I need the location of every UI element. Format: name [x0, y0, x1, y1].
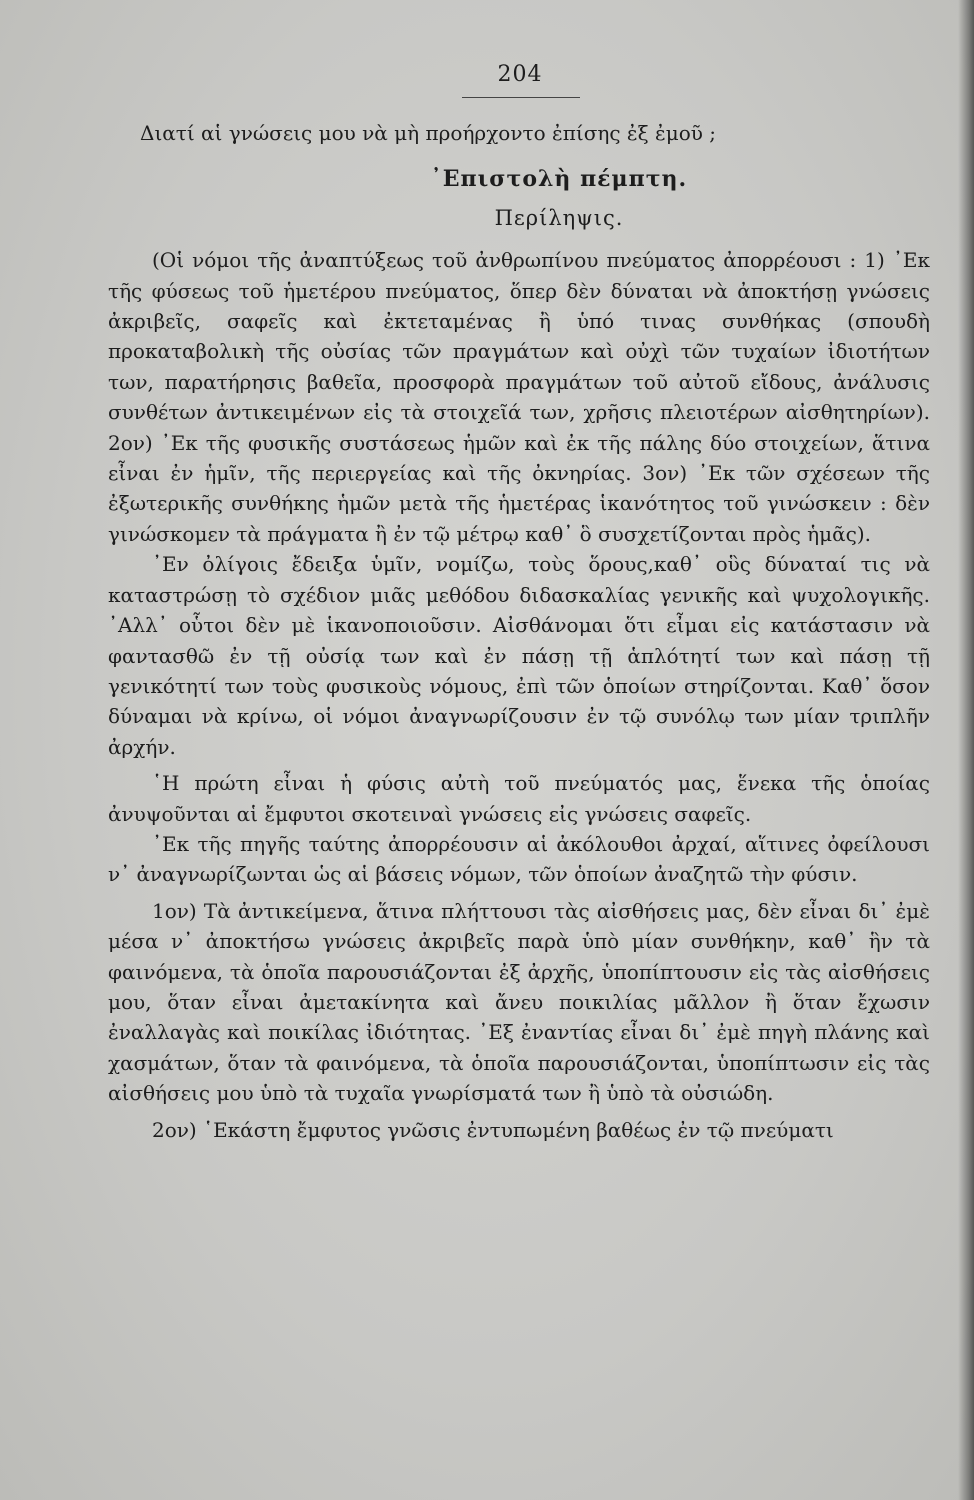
section-subheading: Περίληψις. — [494, 205, 624, 230]
page-body — [108, 118, 930, 1145]
paragraph-2: ᾿Εν ὀλίγοις ἔδειξα ὑμῖν, νομίζω, τοὺς ὅρους,καθ᾿ οὓς δύναταί τις νὰ καταστρώσῃ τὸ σχέδιον μιᾶς μεθόδου διδασκαλίας γενικῆς καὶ ψυχολογικῆς. ᾿Αλλ᾿ οὗτοι δὲν μὲ ἱκανοποιοῦσιν. Αἰσθάνομαι ὅτι εἶμαι εἰς κατάστασιν νὰ φαντασθῶ ἐν τῇ οὐσίᾳ των καὶ ἐν πάσῃ τῇ ἁπλότητί των καὶ πάσῃ τῇ γενικότητί των τοὺς φυσικοὺς νόμους, ἐπὶ τῶν ὁποίων στηρίζονται. Καθ᾿ ὅσον δύναμαι νὰ κρίνω, οἱ νόμοι ἀναγνωρίζουσιν ἐν τῷ συνόλῳ των μίαν τριπλῆν ἀρχήν. — [108, 552, 930, 759]
section-heading: ᾿Επιστολὴ πέμπτη. — [430, 166, 688, 193]
summary-paragraph: (Οἱ νόμοι τῆς ἀναπτύξεως τοῦ ἀνθρωπίνου πνεύματος ἀπορρέουσι : 1) ᾿Εκ τῆς φύσεως τοῦ ἡμετέρου πνεύματος, ὅπερ δὲν δύναται νὰ ἀποκτήσῃ γνώσεις ἀκριβεῖς, σαφεῖς καὶ ἐκτεταμένας ἢ ὑπό τινας συνθήκας (σπουδὴ προκαταβολικὴ τῆς οὐσίας τῶν πραγμάτων καὶ οὐχὶ τῶν τυχαίων ἰδιοτήτων των, παρατήρησις βαθεῖα, προσφορὰ πραγμάτων τοῦ αὐτοῦ εἴδους, ἀνάλυσις συνθέτων ἀντικειμένων εἰς τὰ στοιχεῖά των, χρῆσις πλειοτέρων αἰσθητηρίων). 2ον) ᾿Εκ τῆς φυσικῆς συστάσεως ἡμῶν καὶ ἐκ τῆς πάλης δύο στοιχείων, ἅτινα εἶναι ἐν ἡμῖν, τῆς περιεργείας καὶ τῆς ὀκνηρίας. 3ον) ᾿Εκ τῶν σχέσεων τῆς ἐξωτερικῆς συνθήκης ἡμῶν μετὰ τῆς ἡμετέρας ἱκανότητος τοῦ γινώσκειν : δὲν γινώσκομεν τὰ πράγματα ἢ ἐν τῷ μέτρῳ καθ᾿ ὃ συσχετίζονται πρὸς ἡμᾶς). — [108, 248, 930, 546]
paragraph-4: ᾿Εκ τῆς πηγῆς ταύτης ἀπορρέουσιν αἱ ἀκόλουθοι ἀρχαί, αἵτινες ὀφείλουσι ν᾿ ἀναγνωρίζωνται ὡς αἱ βάσεις νόμων, τῶν ὁποίων ἀναζητῶ τὴν φύσιν. — [108, 831, 930, 887]
page-edge-shadow — [958, 0, 974, 1500]
paragraph-5: 1ον) Τὰ ἀντικείμενα, ἅτινα πλήττουσι τὰς αἰσθήσεις μας, δὲν εἶναι δι᾿ ἐμὲ μέσα ν᾿ ἀποκτήσω γνώσεις ἀκριβεῖς παρὰ ὑπὸ μίαν συνθήκην, καθ᾿ ἣν τὰ φαινόμενα, τὰ ὁποῖα παρουσιάζονται ἐξ ἀρχῆς, ὑποπίπτουσιν εἰς τὰς αἰσθήσεις μου, ὅταν εἶναι ἀμετακίνητα καὶ ἄνευ ποικιλίας μᾶλλον ἢ ὅταν ἔχωσιν ἐναλλαγὰς καὶ ποικίλας ἰδιότητας. ᾿Εξ ἐναντίας εἶναι δι᾿ ἐμὲ πηγὴ πλάνης καὶ χασμάτων, ὅταν τὰ φαινόμενα, τὰ ὁποῖα παρουσιάζονται, ὑποπίπτωσιν εἰς τὰς αἰσθήσεις μου ὑπὸ τὰ τυχαῖα γνωρίσματά των ἢ ὑπὸ τὰ οὐσιώδη. — [108, 898, 930, 1106]
paragraph-3: ῾Η πρώτη εἶναι ἡ φύσις αὐτὴ τοῦ πνεύματός μας, ἕνεκα τῆς ὁποίας ἀνυψοῦνται αἱ ἔμφυτοι σκοτειναὶ γνώσεις εἰς γνώσεις σαφεῖς. — [108, 771, 930, 826]
header-rule — [462, 97, 580, 98]
page-number: 204 — [497, 62, 543, 87]
opening-line: Διατί αἱ γνώσεις μου νὰ μὴ προήρχοντο ἐπίσης ἐξ ἐμοῦ ; — [140, 121, 717, 145]
paragraph-6: 2ον) ῾Εκάστη ἔμφυτος γνῶσις ἐντυπωμένη βαθέως ἐν τῷ πνεύματι — [152, 1117, 834, 1142]
